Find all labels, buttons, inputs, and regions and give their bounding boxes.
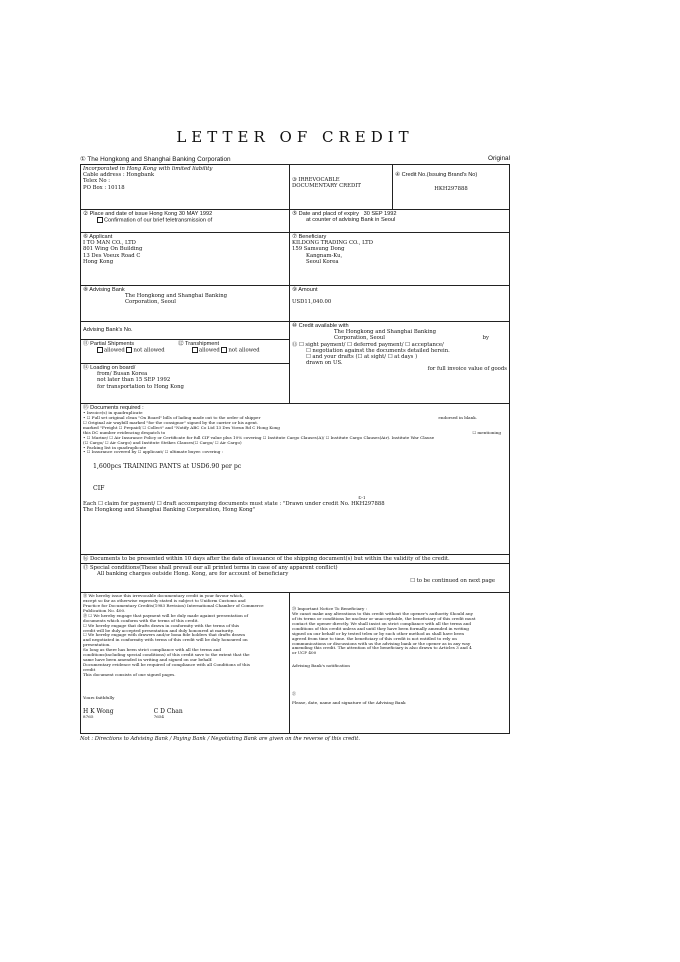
term-line: So long as there has been strict compliance with all the terms and: [83, 647, 222, 653]
term-line: Documentary evidence will be required of compliance with all Conditions of this: [83, 661, 250, 667]
amount-label: ⑨ Amount: [292, 287, 318, 293]
document-item: marked "Freight ☐ Prepaid/ ☐ Collect" and "Notify ABC Co Ltd 13 Des Voeux Rd C Hong Kong: [83, 424, 280, 430]
term-line: ☐ We hereby engage with drawers and/or bona fide holders that drafts drawn: [83, 632, 245, 638]
drafts-text: ☐ and your drafts (☐ at sight/ ☐ at days ): [306, 354, 418, 361]
document-item: • Invoice(s) in quadruplicate: [83, 410, 143, 416]
notice-line: conditions of this credit unless and until they have been formally amended in writing: [292, 625, 469, 631]
amount-value: USD11,040.00: [292, 299, 332, 306]
applicant-line: 13 Des Voeux Road C: [83, 252, 141, 259]
claim-no: ①-1: [358, 495, 366, 501]
notice-line: communications or discussions with us the advising bank or the opener as in any way: [292, 640, 471, 646]
term-line: credit: [83, 666, 96, 672]
document-item: • ☐ Insurance covered by ☐ applicant/ ☐ ultimate buyer. covering :: [83, 449, 224, 455]
goods-description: 1,600pcs TRAINING PANTS at USD6.90 per pc: [93, 463, 242, 471]
notice-line: amending this credit. The attention of the beneficiary is also drawn to Articles 3 and 4: [292, 645, 472, 651]
advising-bank-label: ⑧ Advising Bank: [83, 287, 125, 293]
term-line: Practice for Documentary Credits(1983 Revision) International Chamber of Commerce: [83, 603, 264, 609]
advising-bank-line: The Hongkong and Shanghai Banking: [125, 293, 228, 300]
applicant-line: Hong Kong: [83, 258, 114, 265]
signatory-name: C D Chan: [153, 708, 183, 716]
bank-info-line: PO Box : 10118: [83, 184, 125, 191]
presentation-period: ⑯ Documents to be presented within 10 days after the date of issuance of the shipping document(s) but within the validity of the credit.: [83, 556, 450, 562]
checkbox-icon: [97, 347, 103, 353]
advising-notification: Advising Bank's notification: [292, 663, 350, 669]
beneficiary-line: Seoul Korea: [306, 258, 339, 265]
document-item: • ☐ Full set original clean "On Board" bills of lading made out to the order of shipper: [83, 415, 261, 421]
notice-line: of its terms or conditions be unclear or unacceptable, the beneficiary of this credit must: [292, 616, 476, 622]
confirmation-text: Confirmation of our brief teletransmission of: [104, 217, 213, 224]
cif-term: CIF: [93, 485, 105, 493]
term-line: ⑲ ☐ We hereby engage that payment will be duly made against presentation of: [83, 612, 249, 618]
applicant-line: I TO MAN CO., LTD: [83, 240, 136, 247]
invoice-value: for full invoice value of goods: [427, 366, 507, 373]
payment-options: ⑬ ☐ sight payment/ ☐ deferred payment/ ☐ acceptance/: [292, 341, 444, 348]
term-line: credit will be duly accepted presentation and duly honoured at maturity.: [83, 627, 234, 633]
endorsed-text: endorsed in blank.: [438, 415, 477, 421]
checkbox-icon: [97, 217, 103, 223]
notice-line: We canot make any alterations to this credit without the opener's authority Should any: [292, 611, 473, 617]
checkbox-icon: [221, 347, 227, 353]
circled-number: ㉑: [292, 691, 297, 697]
place-date-issue: ② Place and date of issue Hong Kong 30 MAY 1992: [83, 211, 213, 217]
term-line: ⑱ We hereby issue this irrevocable documentary credit in your favour which,: [83, 593, 244, 599]
transhipment-label: ⑫ Transhipment: [178, 341, 220, 347]
beneficiary-line: Kangnam-Ku,: [306, 252, 343, 259]
document-item: (☐ Cargo/ ☐ Air Cargo) and Institute Strikes Clauses(☐ Cargo/ ☐ Air Cargo): [83, 439, 242, 445]
document-item: ☐ Original air waybill marked "for the consignor" signed by the carrier or his agent.: [83, 420, 259, 426]
notice-line: or UCP 400: [292, 650, 317, 656]
credit-no: HKH297888: [434, 186, 468, 193]
loading-line: for transportation to Hong Kong: [97, 383, 184, 390]
credit-form: ③ IRREVOCABLE DOCUMENTARY CREDIT: [290, 165, 393, 209]
footnote: Not : Directions to Advising Bank / Paying Bank / Negotiating Bank are given on the reverse of this credit.: [80, 736, 361, 743]
negotiation-text: ☐ negotiation against the documents detailed herein.: [306, 347, 450, 354]
bank-info-line: Cable address : Hongbank: [83, 172, 155, 179]
notice-line: contact the opener directly. We shall insist on strict compliance with all the terms and: [292, 620, 471, 626]
bank-header: ① The Hongkong and Shanghai Banking Corporation: [80, 156, 231, 163]
signatory-name: H K Wong: [83, 708, 114, 716]
continued-note: ☐ to be continued on next page: [410, 577, 495, 584]
notice-line: agreed from time to time. the beneficiary of this credit is not entitled to rely on: [292, 635, 457, 641]
term-line: ☐ We hereby engage that drafts drawn in conformity with the terms of this: [83, 622, 240, 628]
notice-line: ⑳ Important Notice To Beneficiary :: [292, 606, 368, 612]
term-line: conditions(including special conditions) of this credit save to the extent that the: [83, 652, 250, 658]
loading-label: ⑭ Loading on board/: [83, 365, 136, 371]
letter-of-credit: [80, 128, 510, 742]
beneficiary-line: 159 Samsung Dong: [292, 246, 345, 253]
applicant-label: ⑥ Applicant: [83, 234, 113, 240]
term-line: and negotiated in conformity with terms of this credit will be duly honoured on: [83, 637, 248, 643]
document-item: this DC number evidencing despatch to: [83, 429, 166, 435]
documents-label: ⑮ Documents required :: [83, 405, 144, 411]
option-not-allowed: not allowed: [228, 347, 260, 354]
mentioning-text: ☐ mentioning: [472, 430, 501, 436]
signatory-no: 7654: [153, 714, 165, 720]
expiry-date: 30 SEP 1992: [363, 211, 397, 217]
beneficiary-label: ⑦ Beneficiary: [292, 234, 327, 240]
term-line: except so far as otherwise expressly stated is subject to Uniform Customs and: [83, 598, 246, 604]
document-title: LETTER OF CREDIT: [176, 128, 414, 146]
claim-text: Each ☐ claim for payment/ ☐ draft accompanying documents must state : "Drawn under credit No. HKH297888: [83, 501, 385, 508]
applicant-line: 801 Wing On Building: [83, 246, 143, 253]
advising-bank-no: Advising Bank's No.: [83, 327, 133, 333]
expiry-place: at counter of advising Bank in Seoul: [306, 217, 396, 224]
bank-info-line: Telex No :: [83, 178, 111, 185]
document-item: • Packing list in quadruplicate: [83, 444, 147, 450]
option-allowed: allowed: [104, 347, 125, 354]
notice-line: signed on our behalf or by tested telex or by such other method as shall have been: [292, 630, 465, 636]
partial-shipments-label: ⑪ Partial Shipments: [83, 341, 134, 347]
yours-faithfully: Yours faithfully: [83, 695, 115, 701]
bank-info-line: Incorporated in Hong Kong with limited liability: [83, 166, 213, 172]
term-line: presentation.: [83, 642, 111, 648]
beneficiary-line: KILDONG TRADING CO., LTD: [292, 240, 373, 247]
expiry-label: ⑤ Date and placd of expiry: [292, 211, 359, 217]
drawn-on: drawn on US.: [306, 360, 343, 367]
term-line: This document consists of one signed pages.: [83, 671, 176, 677]
credit-form-table: [80, 164, 510, 734]
option-allowed: allowed: [199, 347, 220, 354]
loading-line: not later than 15 SEP 1992: [97, 377, 171, 384]
checkbox-icon: [126, 347, 132, 353]
credit-no-label: ④ Credit No.(Issuing Brand's No): [395, 172, 478, 178]
checkbox-icon: [192, 347, 198, 353]
claim-text: The Hongkong and Shanghai Banking Corporation, Hong Kong": [83, 507, 256, 514]
option-not-allowed: not allowed: [133, 347, 165, 354]
signatory-no: 8765: [83, 714, 94, 720]
credit-available-label: ⑩ Credit available with: [292, 323, 349, 329]
term-line: Publication No. 400.: [83, 607, 126, 613]
special-conditions-label: ⑰ Special conditions(These shall prevail our all printed terms in case of any apparent conflict): [83, 565, 338, 572]
advising-bank-line: Corporation, Seoul: [125, 299, 176, 306]
copy-type: Original: [487, 155, 510, 162]
term-line: same have been amended in writing and signed on our behalf.: [83, 656, 213, 662]
loading-line: from/ Busan Korea: [97, 371, 148, 378]
credit-available-line: Corporation, Seoul: [334, 335, 385, 342]
special-conditions: All banking charges outside Hong. Kong, are for account of beneficiary: [97, 571, 289, 578]
credit-available-line: The Hongkong and Shanghai Banking: [334, 329, 437, 336]
document-item: • ☐ Marine/ ☐ Air Insurance Policy or Certificate for full CIF value plus 10% covering ☐ Institute Cargo Clauses(A)/ ☐ Institute Cargo Clauses(Air). Institute War Clause: [83, 434, 435, 440]
by-text: by: [482, 335, 489, 342]
term-line: documents which conform with the terms of this credit.: [83, 617, 199, 623]
signature-instruction: Please, date, name and signature of the Advising Bank: [292, 700, 406, 706]
